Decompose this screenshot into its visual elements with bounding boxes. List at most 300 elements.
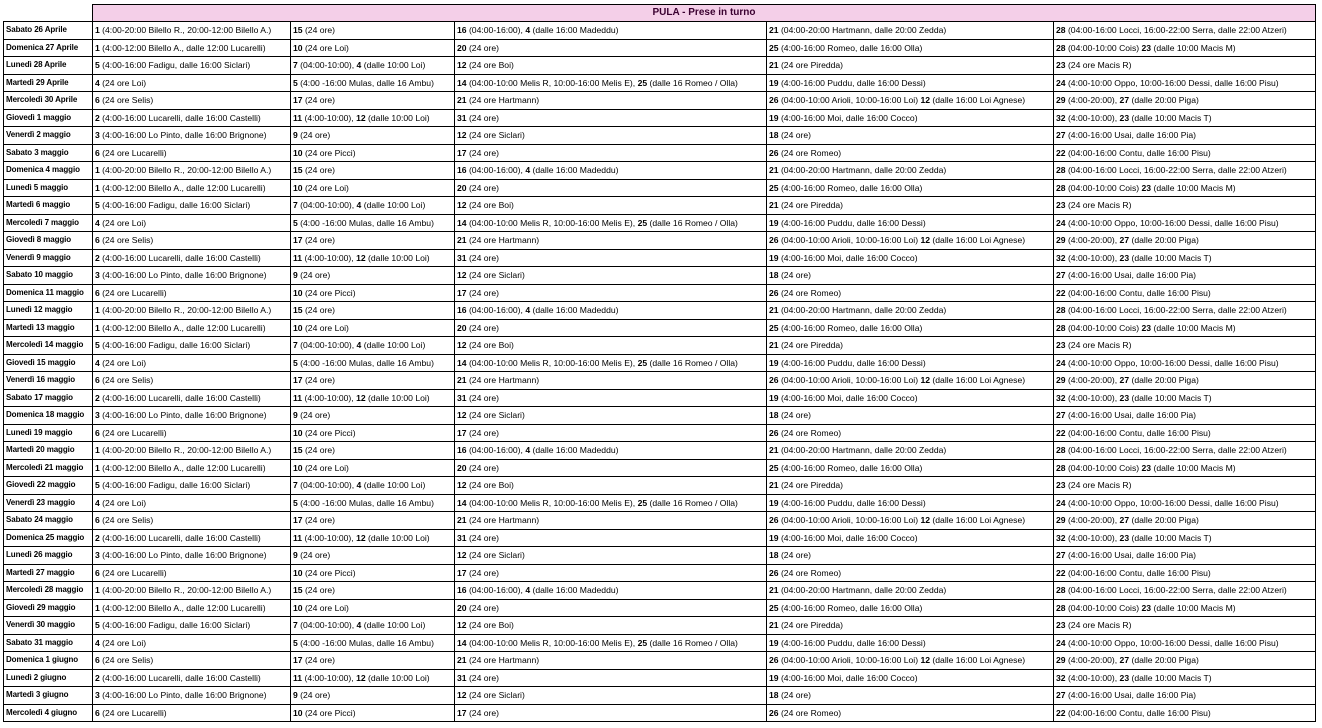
shift-cell[interactable] (93, 39, 291, 57)
shift-cell[interactable] (93, 162, 291, 180)
shift-cell[interactable] (455, 197, 767, 215)
shift-detail: (4:00-16:00 Romeo, dalle 16:00 Olla) (778, 602, 923, 613)
shift-cell[interactable] (1054, 354, 1316, 372)
shift-cell[interactable] (767, 617, 1054, 635)
day-cell[interactable]: Giovedì 15 maggio (4, 354, 93, 372)
shift-cell[interactable] (455, 442, 767, 460)
shift-cell[interactable] (767, 179, 1054, 197)
day-cell[interactable]: Mercoledì 21 maggio (4, 459, 93, 477)
table-row (4, 459, 1316, 477)
table-row (4, 529, 1316, 547)
shift-cell[interactable] (291, 407, 455, 425)
shift-cell[interactable] (1054, 704, 1316, 722)
day-cell[interactable]: Sabato 3 maggio (4, 144, 93, 162)
shift-cell[interactable] (455, 22, 767, 40)
shift-cell[interactable] (291, 529, 455, 547)
shift-cell[interactable] (455, 337, 767, 355)
shift-cell[interactable] (767, 22, 1054, 40)
shift-cell[interactable] (767, 407, 1054, 425)
shift-cell[interactable] (455, 459, 767, 477)
shift-cell[interactable] (767, 494, 1054, 512)
shift-cell[interactable] (767, 74, 1054, 92)
shift-cell[interactable] (767, 92, 1054, 110)
shift-detail: (24 ore Macis R) (1065, 480, 1132, 491)
shift-cell[interactable] (1054, 179, 1316, 197)
shift-cell[interactable] (455, 494, 767, 512)
shift-cell[interactable] (455, 529, 767, 547)
shift-cell[interactable] (291, 687, 455, 705)
shift-cell[interactable] (291, 284, 455, 302)
shift-cell[interactable] (455, 634, 767, 652)
day-cell[interactable]: Lunedì 5 maggio (4, 179, 93, 197)
day-cell[interactable]: Lunedì 19 maggio (4, 424, 93, 442)
shift-cell[interactable] (291, 144, 455, 162)
shift-number: 28 (1056, 602, 1066, 613)
table-title[interactable]: PULA - Prese in turno (93, 5, 1316, 22)
shift-cell[interactable] (93, 617, 291, 635)
shift-cell[interactable] (291, 634, 455, 652)
shift-cell[interactable] (93, 669, 291, 687)
shift-detail: (4:00-16:00 Fadigu, dalle 16:00 Siclari) (99, 60, 251, 71)
shift-cell[interactable] (93, 512, 291, 530)
day-cell[interactable]: Lunedì 12 maggio (4, 302, 93, 320)
shift-cell[interactable] (767, 477, 1054, 495)
shift-number: 12 (457, 550, 467, 561)
shift-cell[interactable] (1054, 197, 1316, 215)
shift-cell[interactable] (1054, 319, 1316, 337)
day-cell[interactable]: Mercoledì 28 maggio (4, 582, 93, 600)
shift-cell[interactable] (1054, 529, 1316, 547)
shift-number: 5 (95, 480, 100, 491)
shift-cell[interactable] (93, 284, 291, 302)
day-cell[interactable]: Sabato 26 Aprile (4, 22, 93, 40)
shift-number: 1 (95, 585, 100, 596)
shift-detail: (4:00 -16:00 Mulas, dalle 16 Ambu) (297, 217, 434, 228)
shift-cell[interactable] (767, 162, 1054, 180)
shift-number: 29 (1056, 375, 1066, 386)
shift-cell[interactable] (1054, 687, 1316, 705)
shift-number: 12 (356, 252, 366, 263)
day-cell[interactable]: Venerdì 16 maggio (4, 372, 93, 390)
shift-cell[interactable] (93, 704, 291, 722)
shift-cell[interactable] (291, 267, 455, 285)
day-cell[interactable]: Domenica 11 maggio (4, 284, 93, 302)
shift-cell[interactable] (291, 354, 455, 372)
shift-cell[interactable] (93, 372, 291, 390)
shift-cell[interactable] (455, 302, 767, 320)
shift-cell[interactable] (767, 57, 1054, 75)
shift-cell[interactable] (1054, 162, 1316, 180)
shift-cell[interactable] (1054, 389, 1316, 407)
shift-number: 17 (293, 95, 303, 106)
shift-number: 20 (457, 42, 467, 53)
shift-cell[interactable] (767, 564, 1054, 582)
shift-cell[interactable] (1054, 407, 1316, 425)
shift-cell[interactable] (291, 389, 455, 407)
shift-cell[interactable] (767, 634, 1054, 652)
shift-cell[interactable] (291, 512, 455, 530)
day-cell[interactable]: Venerdì 23 maggio (4, 494, 93, 512)
shift-cell[interactable] (767, 267, 1054, 285)
shift-cell[interactable] (1054, 372, 1316, 390)
shift-cell[interactable] (1054, 267, 1316, 285)
shift-cell[interactable] (767, 354, 1054, 372)
day-cell[interactable]: Venerdì 9 maggio (4, 249, 93, 267)
shift-cell[interactable] (767, 687, 1054, 705)
shift-cell[interactable] (767, 232, 1054, 250)
table-row (4, 512, 1316, 530)
shift-cell[interactable] (93, 442, 291, 460)
shift-cell[interactable] (767, 582, 1054, 600)
shift-cell[interactable] (1054, 144, 1316, 162)
shift-cell[interactable] (455, 144, 767, 162)
shift-cell[interactable] (93, 319, 291, 337)
day-cell[interactable]: Mercoledì 14 maggio (4, 337, 93, 355)
shift-cell[interactable] (455, 372, 767, 390)
shift-cell[interactable] (1054, 547, 1316, 565)
shift-cell[interactable] (767, 319, 1054, 337)
day-cell[interactable]: Giovedì 8 maggio (4, 232, 93, 250)
shift-detail: (24 ore Boi) (466, 480, 514, 491)
shift-cell[interactable] (767, 652, 1054, 670)
shift-detail: (24 ore Piredda) (778, 60, 844, 71)
shift-number: 3 (95, 690, 100, 701)
shift-detail: (dalle 10:00 Macis T) (1129, 672, 1212, 683)
shift-cell[interactable] (1054, 582, 1316, 600)
shift-cell[interactable] (1054, 599, 1316, 617)
shift-cell[interactable] (767, 249, 1054, 267)
shift-cell[interactable] (291, 162, 455, 180)
day-cell[interactable]: Domenica 25 maggio (4, 529, 93, 547)
shift-number: 14 (457, 77, 467, 88)
shift-cell[interactable] (1054, 652, 1316, 670)
shift-number: 23 (1056, 480, 1066, 491)
day-cell[interactable]: Venerdì 30 maggio (4, 617, 93, 635)
shift-cell[interactable] (93, 22, 291, 40)
shift-cell[interactable] (1054, 92, 1316, 110)
shift-cell[interactable] (767, 424, 1054, 442)
day-cell[interactable]: Mercoledì 7 maggio (4, 214, 93, 232)
shift-cell[interactable] (455, 162, 767, 180)
shift-detail: (dalle 10:00 Macis M) (1151, 462, 1236, 473)
day-cell[interactable]: Lunedì 26 maggio (4, 547, 93, 565)
shift-number: 6 (95, 235, 100, 246)
shift-cell[interactable] (767, 547, 1054, 565)
shift-cell[interactable] (767, 109, 1054, 127)
shift-cell[interactable] (455, 599, 767, 617)
day-cell[interactable]: Lunedì 2 giugno (4, 669, 93, 687)
shift-cell[interactable] (291, 57, 455, 75)
shift-cell[interactable] (1054, 669, 1316, 687)
shift-cell[interactable] (93, 127, 291, 145)
shift-detail: (24 ore Lucarelli) (99, 707, 167, 718)
shift-detail: (24 ore) (466, 392, 500, 403)
shift-cell[interactable] (767, 459, 1054, 477)
shift-cell[interactable] (767, 704, 1054, 722)
shift-cell[interactable] (93, 547, 291, 565)
shift-detail: (24 ore Loi) (302, 42, 349, 53)
shift-cell[interactable] (1054, 57, 1316, 75)
day-cell[interactable]: Domenica 1 giugno (4, 652, 93, 670)
shift-cell[interactable] (767, 372, 1054, 390)
shift-cell[interactable] (93, 267, 291, 285)
day-cell[interactable]: Martedì 20 maggio (4, 442, 93, 460)
shift-cell[interactable] (767, 512, 1054, 530)
shift-cell[interactable] (455, 512, 767, 530)
shift-cell[interactable] (455, 407, 767, 425)
shift-detail: (24 ore) (466, 42, 500, 53)
shift-cell[interactable] (93, 57, 291, 75)
shift-number: 29 (1056, 235, 1066, 246)
shift-cell[interactable] (767, 214, 1054, 232)
shift-cell[interactable] (455, 92, 767, 110)
shift-cell[interactable] (291, 652, 455, 670)
shift-cell[interactable] (1054, 512, 1316, 530)
shift-number: 23 (1141, 462, 1152, 473)
shift-cell[interactable] (767, 39, 1054, 57)
shift-cell[interactable] (455, 389, 767, 407)
day-cell[interactable]: Giovedì 29 maggio (4, 599, 93, 617)
shift-cell[interactable] (1054, 459, 1316, 477)
day-cell[interactable]: Domenica 27 Aprile (4, 39, 93, 57)
day-cell[interactable]: Domenica 18 maggio (4, 407, 93, 425)
shift-cell[interactable] (291, 424, 455, 442)
day-cell[interactable]: Martedì 3 giugno (4, 687, 93, 705)
day-cell[interactable]: Sabato 31 maggio (4, 634, 93, 652)
shift-cell[interactable] (455, 57, 767, 75)
shift-cell[interactable] (1054, 634, 1316, 652)
table-row (4, 424, 1316, 442)
shift-cell[interactable] (291, 372, 455, 390)
day-cell[interactable]: Martedì 6 maggio (4, 197, 93, 215)
shift-number: 20 (457, 462, 467, 473)
shift-cell[interactable] (93, 564, 291, 582)
shift-cell[interactable] (291, 564, 455, 582)
shift-cell[interactable] (93, 354, 291, 372)
shift-cell[interactable] (291, 74, 455, 92)
shift-cell[interactable] (93, 144, 291, 162)
shift-cell[interactable] (1054, 424, 1316, 442)
shift-cell[interactable] (455, 39, 767, 57)
corner-cell[interactable] (4, 5, 93, 22)
shift-cell[interactable] (93, 599, 291, 617)
shift-cell[interactable] (767, 599, 1054, 617)
day-cell[interactable]: Sabato 24 maggio (4, 512, 93, 530)
shift-number: 1 (95, 322, 100, 333)
shift-cell[interactable] (291, 494, 455, 512)
day-cell[interactable]: Sabato 10 maggio (4, 267, 93, 285)
shift-detail: (4:00-16:00 Moi, dalle 16:00 Cocco) (778, 112, 918, 123)
shift-cell[interactable] (455, 249, 767, 267)
day-cell[interactable]: Martedì 13 maggio (4, 319, 93, 337)
shift-cell[interactable] (767, 389, 1054, 407)
shift-number: 4 (525, 25, 531, 36)
shift-cell[interactable] (1054, 214, 1316, 232)
shift-number: 22 (1056, 287, 1066, 298)
shift-cell[interactable] (93, 494, 291, 512)
shift-number: 4 (95, 77, 100, 88)
shift-cell[interactable] (93, 582, 291, 600)
shift-cell[interactable] (767, 127, 1054, 145)
day-cell[interactable]: Lunedì 28 Aprile (4, 57, 93, 75)
shift-cell[interactable] (455, 127, 767, 145)
shift-cell[interactable] (455, 214, 767, 232)
shift-number: 28 (1056, 585, 1066, 596)
shift-cell[interactable] (1054, 74, 1316, 92)
shift-cell[interactable] (455, 179, 767, 197)
shift-cell[interactable] (291, 302, 455, 320)
shift-cell[interactable] (1054, 337, 1316, 355)
shift-cell[interactable] (291, 179, 455, 197)
day-cell[interactable]: Martedì 27 maggio (4, 564, 93, 582)
shift-detail: (4:00-16:00 Usai, dalle 16:00 Pia) (1065, 130, 1196, 141)
shift-cell[interactable] (1054, 494, 1316, 512)
shift-detail: (24 ore Boi) (466, 620, 514, 631)
shift-cell[interactable] (93, 389, 291, 407)
shift-cell[interactable] (455, 284, 767, 302)
shift-cell[interactable] (291, 337, 455, 355)
table-row (4, 617, 1316, 635)
shift-cell[interactable] (291, 214, 455, 232)
shift-cell[interactable] (291, 109, 455, 127)
shift-cell[interactable] (291, 617, 455, 635)
shift-cell[interactable] (455, 687, 767, 705)
shift-cell[interactable] (455, 319, 767, 337)
shift-cell[interactable] (455, 74, 767, 92)
shift-cell[interactable] (93, 92, 291, 110)
shift-detail: (4:00-16:00 Puddu, dalle 16:00 Dessi) (778, 497, 926, 508)
shift-cell[interactable] (93, 302, 291, 320)
day-cell[interactable]: Martedì 29 Aprile (4, 74, 93, 92)
shift-cell[interactable] (767, 302, 1054, 320)
shift-number: 23 (1141, 602, 1152, 613)
shift-cell[interactable] (767, 529, 1054, 547)
shift-detail: (dalle 20:00 Piga) (1129, 375, 1199, 386)
shift-cell[interactable] (291, 249, 455, 267)
shift-cell[interactable] (93, 197, 291, 215)
shift-number: 22 (1056, 147, 1066, 158)
shift-cell[interactable] (1054, 477, 1316, 495)
shift-cell[interactable] (455, 582, 767, 600)
shift-cell[interactable] (1054, 39, 1316, 57)
shift-detail: (04:00-16:00 Locci, 16:00-22:00 Serra, dalle 22:00 Atzeri) (1065, 165, 1287, 176)
shift-number: 12 (356, 672, 366, 683)
shift-cell[interactable] (291, 197, 455, 215)
shift-cell[interactable] (93, 477, 291, 495)
shift-cell[interactable] (93, 424, 291, 442)
day-cell[interactable]: Giovedì 1 maggio (4, 109, 93, 127)
shift-cell[interactable] (767, 337, 1054, 355)
shift-cell[interactable] (93, 634, 291, 652)
shift-cell[interactable] (291, 459, 455, 477)
shift-cell[interactable] (455, 704, 767, 722)
shift-cell[interactable] (1054, 442, 1316, 460)
shift-cell[interactable] (291, 232, 455, 250)
shift-number: 12 (356, 112, 366, 123)
shift-cell[interactable] (455, 652, 767, 670)
shift-cell[interactable] (767, 284, 1054, 302)
shift-cell[interactable] (291, 582, 455, 600)
shift-cell[interactable] (93, 407, 291, 425)
shift-detail: (4:00-20:00), (1065, 235, 1120, 246)
shift-cell[interactable] (291, 92, 455, 110)
shift-cell[interactable] (455, 232, 767, 250)
day-cell[interactable]: Mercoledì 30 Aprile (4, 92, 93, 110)
shift-cell[interactable] (93, 459, 291, 477)
shift-cell[interactable] (93, 687, 291, 705)
shift-detail: (24 ore) (302, 95, 336, 106)
shift-detail: (24 ore) (466, 672, 500, 683)
shift-cell[interactable] (1054, 127, 1316, 145)
shift-cell[interactable] (93, 74, 291, 92)
shift-cell[interactable] (455, 547, 767, 565)
shift-cell[interactable] (291, 704, 455, 722)
shift-number: 21 (769, 25, 779, 36)
shift-cell[interactable] (291, 599, 455, 617)
shift-cell[interactable] (291, 127, 455, 145)
shift-cell[interactable] (1054, 109, 1316, 127)
shift-cell[interactable] (455, 354, 767, 372)
shift-detail: (dalle 10:00 Loi) (361, 200, 426, 211)
shift-cell[interactable] (291, 22, 455, 40)
shift-cell[interactable] (93, 249, 291, 267)
day-cell[interactable]: Domenica 4 maggio (4, 162, 93, 180)
shift-cell[interactable] (93, 652, 291, 670)
shift-cell[interactable] (455, 477, 767, 495)
shift-cell[interactable] (291, 477, 455, 495)
shift-cell[interactable] (291, 319, 455, 337)
shift-cell[interactable] (93, 337, 291, 355)
day-cell[interactable]: Giovedì 22 maggio (4, 477, 93, 495)
day-cell[interactable]: Sabato 17 maggio (4, 389, 93, 407)
shift-number: 32 (1056, 392, 1066, 403)
shift-cell[interactable] (1054, 22, 1316, 40)
shift-detail: (24 ore Hartmann) (466, 235, 540, 246)
shift-cell[interactable] (767, 144, 1054, 162)
shift-cell[interactable] (455, 424, 767, 442)
shift-cell[interactable] (455, 267, 767, 285)
day-cell[interactable]: Venerdì 2 maggio (4, 127, 93, 145)
shift-cell[interactable] (291, 39, 455, 57)
shift-cell[interactable] (1054, 564, 1316, 582)
shift-cell[interactable] (291, 442, 455, 460)
shift-cell[interactable] (1054, 284, 1316, 302)
shift-cell[interactable] (1054, 249, 1316, 267)
shift-cell[interactable] (93, 179, 291, 197)
shift-cell[interactable] (455, 109, 767, 127)
shift-cell[interactable] (291, 669, 455, 687)
shift-cell[interactable] (455, 669, 767, 687)
day-cell[interactable]: Mercoledì 4 giugno (4, 704, 93, 722)
shift-detail: (4:00-16:00 Lo Pinto, dalle 16:00 Brignone) (99, 690, 267, 701)
shift-cell[interactable] (93, 232, 291, 250)
shift-cell[interactable] (767, 197, 1054, 215)
shift-cell[interactable] (93, 529, 291, 547)
shift-cell[interactable] (455, 617, 767, 635)
shift-cell[interactable] (767, 669, 1054, 687)
shift-cell[interactable] (1054, 232, 1316, 250)
shift-cell[interactable] (93, 109, 291, 127)
shift-cell[interactable] (291, 547, 455, 565)
shift-cell[interactable] (1054, 617, 1316, 635)
shift-number: 20 (457, 602, 467, 613)
shift-cell[interactable] (455, 564, 767, 582)
shift-cell[interactable] (93, 214, 291, 232)
shift-cell[interactable] (767, 442, 1054, 460)
table-row (4, 232, 1316, 250)
shift-detail: (4:00-12:00 Bilello A., dalle 12:00 Lucarelli) (99, 42, 266, 53)
shift-cell[interactable] (1054, 302, 1316, 320)
